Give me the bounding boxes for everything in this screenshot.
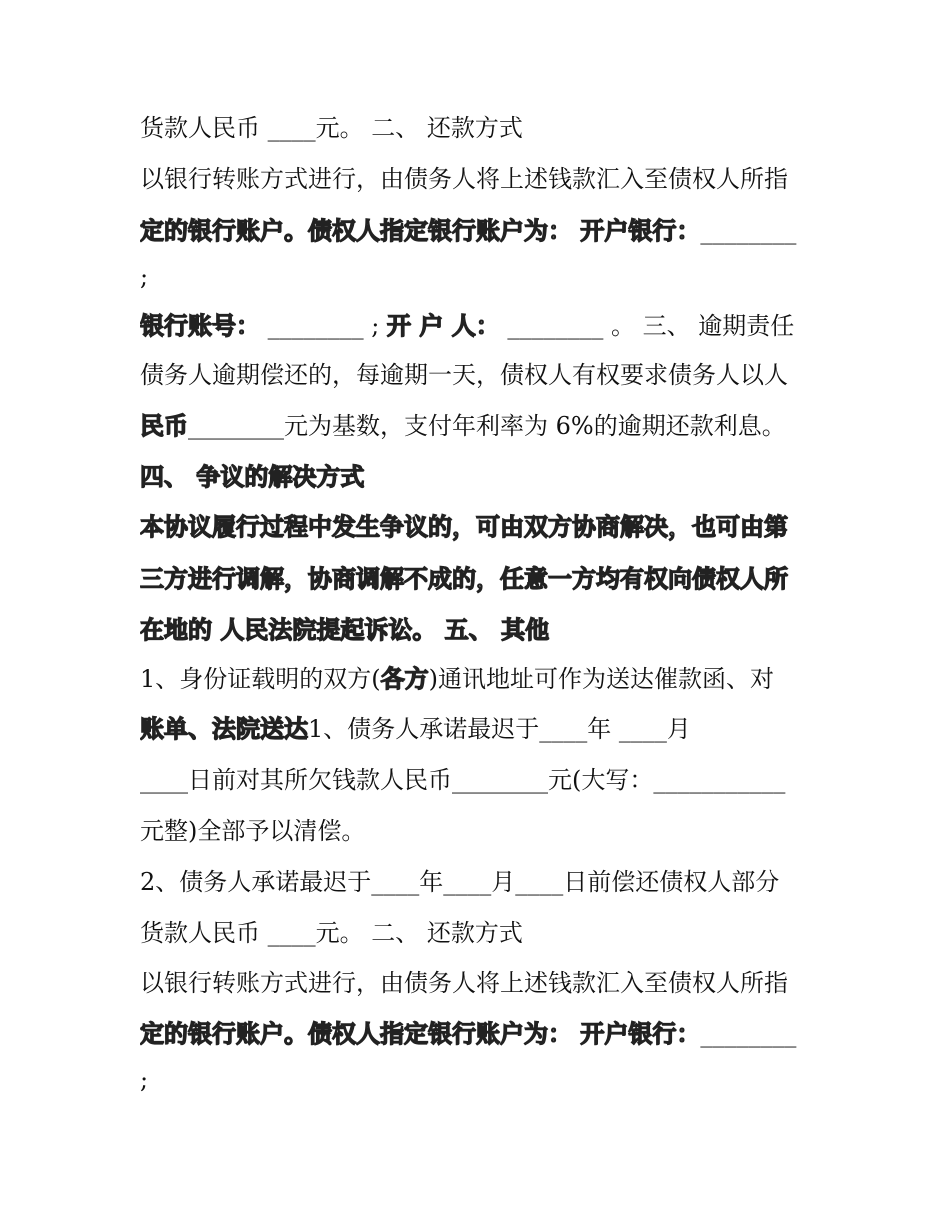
text-line <box>140 163 820 195</box>
text-segment: 货款人民币 ____元。 二、 还款方式 <box>140 114 523 142</box>
text-line <box>140 815 820 847</box>
text-segment-outlined: 定的银行账户。债权人指定银行账户为： 开户银行： <box>140 1020 701 1048</box>
text-line <box>140 917 820 949</box>
text-line <box>140 215 820 247</box>
text-segment: 元整)全部予以清偿。 <box>140 817 366 845</box>
text-segment: 2、债务人承诺最迟于____年____月____日前偿还债权人部分 <box>140 868 780 896</box>
text-segment: )通讯地址可作为送达催款函、对 <box>428 665 775 693</box>
text-line <box>140 614 820 646</box>
text-line <box>140 563 820 595</box>
text-segment-outlined: 四、 争议的解决方式 <box>140 463 365 491</box>
text-segment: 以银行转账方式进行，由债务人将上述钱款汇入至债权人所指 <box>140 165 788 193</box>
text-line <box>140 713 820 745</box>
section-heading <box>140 461 820 493</box>
text-segment: 以银行转账方式进行，由债务人将上述钱款汇入至债权人所指 <box>140 969 788 997</box>
text-segment: ________元为基数，支付年利率为 6%的逾期还款利息。 <box>188 412 786 440</box>
text-line <box>140 310 820 342</box>
text-segment: ; <box>140 1066 149 1094</box>
text-segment-outlined: 本协议履行过程中发生争议的，可由双方协商解决，也可由第 <box>140 513 788 541</box>
text-segment: ; <box>140 263 149 291</box>
text-segment: ________ <box>700 217 797 245</box>
text-segment-outlined: 开 户 人： <box>386 312 500 340</box>
text-segment: 债务人逾期偿还的，每逾期一天，债权人有权要求债务人以人 <box>140 361 788 389</box>
text-segment-outlined: 定的银行账户。债权人指定银行账户为： 开户银行： <box>140 217 701 245</box>
text-segment: ____日前对其所欠钱款人民币________元(大写：___________ <box>140 766 786 794</box>
text-segment-outlined: 各方 <box>380 665 429 693</box>
text-line <box>140 410 820 442</box>
text-segment: 货款人民币 ____元。 二、 还款方式 <box>140 919 523 947</box>
text-line <box>140 359 820 391</box>
text-line <box>140 112 820 144</box>
text-line <box>140 261 820 293</box>
text-line <box>140 1018 820 1050</box>
text-segment-outlined: 账单、法院送达 <box>140 715 308 743</box>
text-segment: ________ ; <box>260 312 387 340</box>
text-segment-outlined: 银行账号： <box>140 312 260 340</box>
text-segment: 1、债务人承诺最迟于____年 ____月 <box>308 715 691 743</box>
text-segment: 1、身份证载明的双方( <box>140 665 381 693</box>
text-segment: ________ <box>700 1020 797 1048</box>
text-segment: ________ 。 三、 逾期责任 <box>499 312 795 340</box>
text-line <box>140 1064 820 1096</box>
text-line <box>140 866 820 898</box>
text-segment-outlined: 民币 <box>140 412 188 440</box>
text-line <box>140 663 820 695</box>
text-line <box>140 511 820 543</box>
text-line <box>140 764 820 796</box>
text-line <box>140 967 820 999</box>
text-segment-outlined: 在地的 人民法院提起诉讼。 五、 其他 <box>140 616 550 644</box>
text-segment-outlined: 三方进行调解，协商调解不成的，任意一方均有权向债权人所 <box>140 565 788 593</box>
